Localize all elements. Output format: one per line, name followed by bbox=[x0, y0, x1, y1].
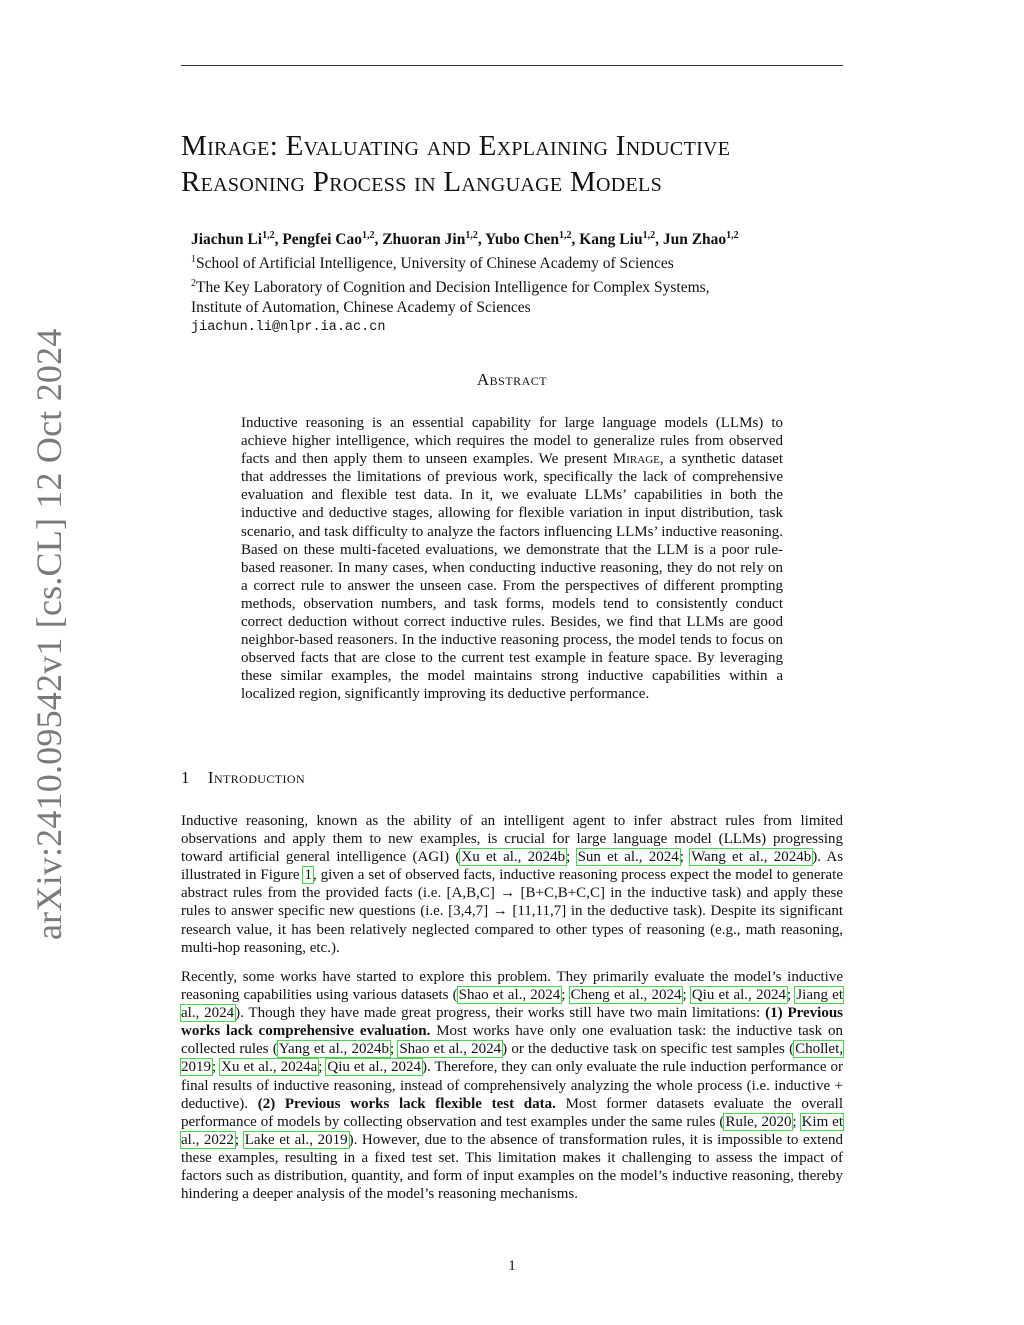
body-text: Most former datasets evaluate the overall performance of models by collecting observation and test examples under the same rules ( bbox=[181, 1095, 843, 1130]
author-name: Yubo Chen bbox=[485, 231, 559, 249]
dataset-name: Mirage bbox=[612, 451, 660, 468]
body-text: ; bbox=[679, 849, 691, 866]
citation-link[interactable]: Rule, 2020 bbox=[725, 1113, 792, 1130]
author-name: Kang Liu bbox=[579, 231, 643, 249]
limitation-2-bold: (2) Previous works lack flexible test data. bbox=[257, 1095, 556, 1112]
citation-link[interactable]: Wang et al., 2024b bbox=[691, 849, 812, 866]
arxiv-identifier: arXiv:2410.09542v1 [cs.CL] 12 Oct 2024 bbox=[29, 328, 69, 940]
citation-link[interactable]: Lake et al., 2019 bbox=[244, 1131, 348, 1148]
section-number: 1 bbox=[181, 768, 190, 787]
section-heading bbox=[181, 768, 305, 788]
abstract-text: , a synthetic dataset that addresses the limitations of previous work, specifically the lack of comprehensive evaluation and flexible test data. In it, we evaluate LLMs’ capabilities in both the inductive and deductive stages, allowing for flexible variation in input distribution, task scenario, and task difficulty to analyze the factors influencing LLMs’ inductive reasoning. Based on these multi-faceted evaluations, we demonstrate that the LLM is a poor rule-based reasoner. In many cases, when conducting inductive reasoning, they do not rely on a correct rule to answer the unseen case. From the perspectives of different prompting methods, observation numbers, and task forms, models tend to consistently conduct correct deduction without correct inductive rules. Besides, we find that LLMs are good neighbor-based reasoners. In the inductive reasoning process, the model tends to focus on observed facts that are close to the current test example in feature space. By leveraging these similar examples, the model maintains strong inductive capabilities within a localized region, significantly improving its deductive performance. bbox=[241, 451, 783, 703]
citation-link[interactable]: Xu et al., 2024b bbox=[461, 849, 566, 866]
body-text: ; bbox=[318, 1059, 327, 1076]
citation-link[interactable]: Shao et al., 2024 bbox=[399, 1041, 502, 1058]
paper-title bbox=[181, 128, 851, 200]
intro-paragraph-1 bbox=[181, 812, 843, 957]
body-text: Inductive reasoning, known as the ability of an intelligent agent to infer abstract rules from limited observations and apply them to new examples, is crucial for large language model (LLMs) progressing toward artificial general intelligence (AGI) ( bbox=[181, 813, 843, 866]
page-number: 1 bbox=[508, 1258, 516, 1274]
intro-paragraph-2 bbox=[181, 968, 843, 1203]
body-text: ; bbox=[561, 987, 570, 1004]
author-email[interactable]: jiachun.li@nlpr.ia.ac.cn bbox=[191, 320, 386, 336]
author-sup: 1,2 bbox=[262, 230, 275, 241]
citation-link[interactable]: Kim et al., 2022 bbox=[181, 1113, 843, 1148]
citation-link[interactable]: Jiang et al., 2024 bbox=[181, 987, 843, 1022]
abstract-body bbox=[241, 414, 783, 704]
citation-link[interactable]: Qiu et al., 2024 bbox=[691, 987, 786, 1004]
body-text: ). Therefore, they can only evaluate the rule induction performance or final results of inductive reasoning, instead of comprehensively analyzing the whole process (i.e. inductive + deductive). bbox=[181, 1059, 844, 1112]
author-sup: 1,2 bbox=[465, 230, 478, 241]
citation-link[interactable]: Sun et al., 2024 bbox=[577, 849, 679, 866]
author-sup: 1,2 bbox=[726, 230, 739, 241]
author-names: Jiachun Li$^{1,2}$, Pengfei Cao$^{1,2}$, Zhuoran Jin$^{1,2}$, Yubo Chen$^{1,2}$, Kang Liu$^{1,2}$, Jun Zhao$^{1,2}$ bbox=[191, 230, 739, 249]
author-name: Jun Zhao bbox=[662, 231, 727, 249]
body-text: ) or the deductive task on specific test samples ( bbox=[502, 1041, 795, 1058]
body-text: ). As illustrated in Figure bbox=[181, 849, 844, 884]
abstract-text: Inductive reasoning is an essential capability for large language models (LLMs) to achieve higher intelligence, which requires the model to generalize rules from observed facts and then apply them to unseen examples. We present bbox=[241, 415, 783, 468]
affiliation-2 bbox=[191, 274, 851, 298]
body-text: ; bbox=[212, 1059, 221, 1076]
top-rule bbox=[181, 65, 843, 66]
body-text: ; bbox=[234, 1131, 244, 1148]
author-name: Pengfei Cao bbox=[282, 231, 362, 249]
citation-link[interactable]: Cheng et al., 2024 bbox=[570, 987, 682, 1004]
author-name: Zhuoran Jin bbox=[382, 231, 466, 249]
body-text: , given a set of observed facts, inductive reasoning process expect the model to generate abstract rules from the provided facts (i.e. [A,B,C] → [B+C,B+C,C] in the inductive task) and apply these rules to answer specific new questions (i.e. [3,4,7] → [11,11,7] in the deductive task). Despite its significant research value, it has been relatively neglected compared to other types of reasoning (e.g., math reasoning, multi-hop reasoning, etc.). bbox=[181, 867, 843, 956]
citation-link[interactable]: Qiu et al., 2024 bbox=[327, 1059, 421, 1076]
affiliation-text: School of Artificial Intelligence, University of Chinese Academy of Sciences bbox=[196, 255, 674, 273]
body-text: ). Though they have made great progress, their works still have two main limitations: bbox=[235, 1005, 766, 1022]
citation-link[interactable]: Chollet, 2019 bbox=[181, 1041, 843, 1076]
body-text: Recently, some works have started to explore this problem. They primarily evaluate the model’s inductive reasoning capabilities using various datasets ( bbox=[181, 969, 843, 1004]
citation-link[interactable]: Yang et al., 2024b bbox=[278, 1041, 389, 1058]
body-text: Most works have only one evaluation task: the inductive task on collected rules ( bbox=[181, 1023, 843, 1058]
figure-link[interactable]: 1 bbox=[304, 867, 312, 884]
author-sup: 1,2 bbox=[559, 230, 572, 241]
author-name: Jiachun Li bbox=[191, 231, 263, 249]
affiliation-sup: 2 bbox=[191, 278, 196, 290]
author-sup: 1,2 bbox=[361, 230, 375, 241]
affiliation-1 bbox=[191, 250, 851, 274]
body-text: ; bbox=[566, 849, 577, 866]
title-line-2: Reasoning Process in Language Models bbox=[181, 166, 662, 198]
body-text: ; bbox=[792, 1113, 801, 1130]
affiliation-2-line-2: Institute of Automation, Chinese Academy of Sciences bbox=[191, 299, 531, 317]
body-text: ). However, due to the absence of transformation rules, it is impossible to extend these examples, resulting in a fixed test set. This limitation makes it challenging to assess the impact of factors such as distribution, quantity, and form of input examples on the model’s inductive reasoning, thereby hindering a deeper analysis of the model’s reasoning mechanisms. bbox=[181, 1131, 843, 1203]
title-line-1: Mirage: Evaluating and Explaining Inductive bbox=[181, 130, 731, 162]
limitation-1-bold: (1) Previous works lack comprehensive evaluation. bbox=[181, 1005, 843, 1040]
author-block bbox=[191, 226, 851, 338]
section-title: Introduction bbox=[207, 768, 306, 787]
citation-link[interactable]: Xu et al., 2024a bbox=[221, 1059, 318, 1076]
body-text: ; bbox=[389, 1041, 399, 1058]
author-sup: 1,2 bbox=[642, 230, 656, 241]
citation-link[interactable]: Shao et al., 2024 bbox=[458, 987, 561, 1004]
body-text: ; bbox=[786, 987, 796, 1004]
affiliation-text: The Key Laboratory of Cognition and Decision Intelligence for Complex Systems, bbox=[196, 279, 710, 297]
affiliation-sup: 1 bbox=[191, 254, 196, 266]
body-text: ; bbox=[682, 987, 691, 1004]
abstract-heading: Abstract bbox=[476, 370, 548, 389]
